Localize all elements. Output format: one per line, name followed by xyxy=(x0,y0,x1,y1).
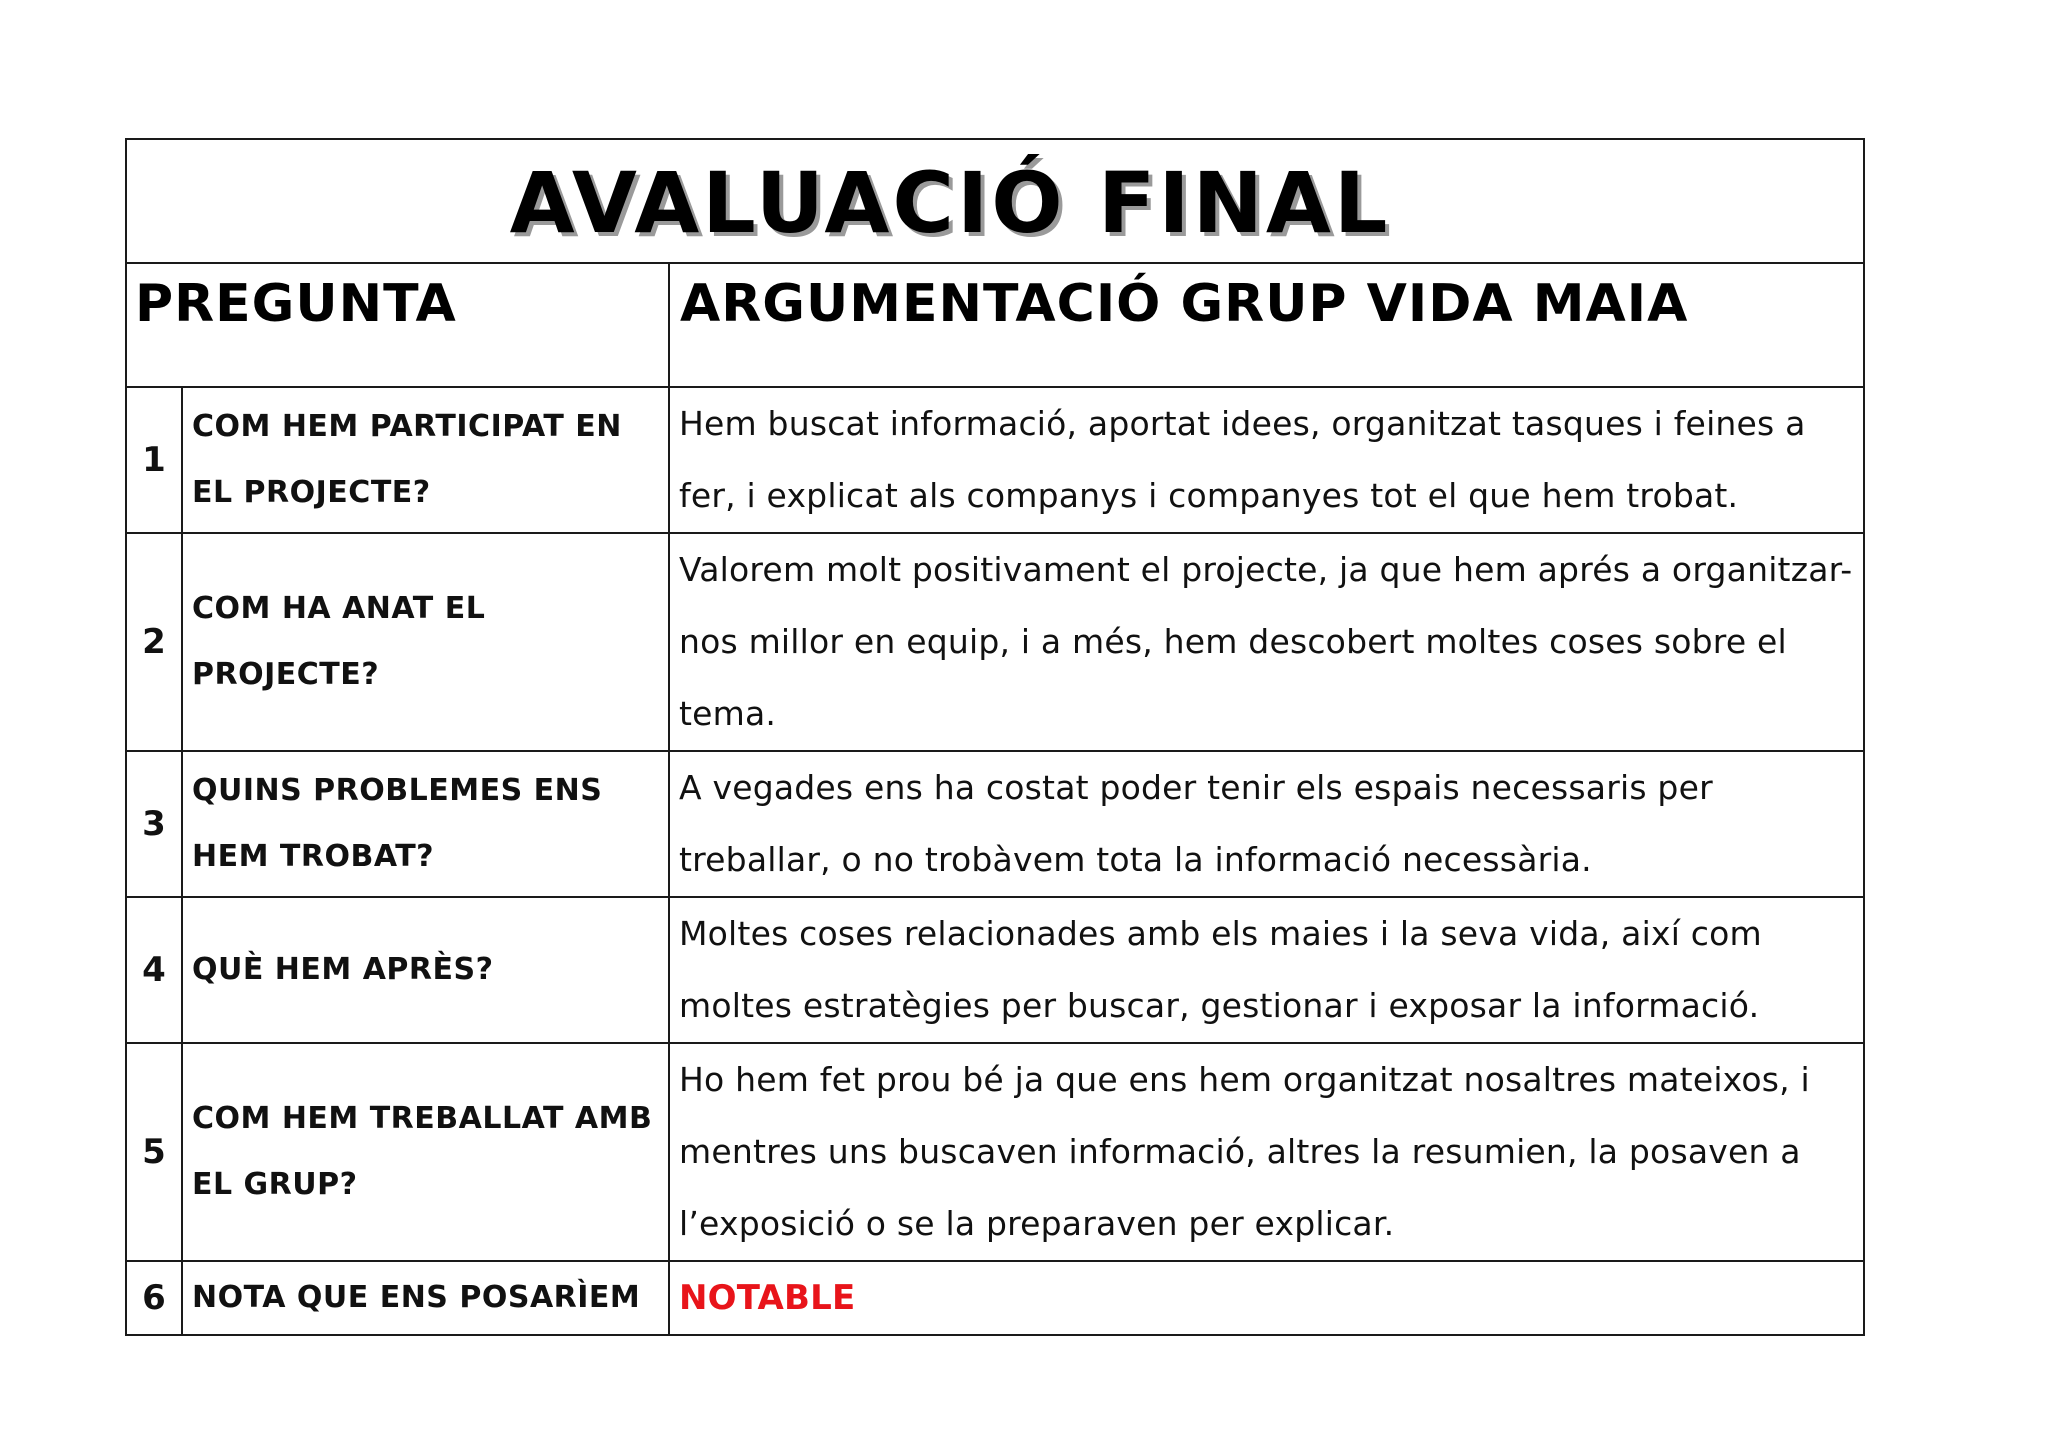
row-number: 6 xyxy=(126,1261,182,1335)
question-cell: NOTA QUE ENS POSARÌEM xyxy=(182,1261,669,1335)
question-cell: QUINS PROBLEMES ENS HEM TROBAT? xyxy=(182,751,669,897)
table-row xyxy=(126,533,1864,751)
title-cell xyxy=(126,139,1864,263)
row-number: 3 xyxy=(126,751,182,897)
table-row xyxy=(126,387,1864,533)
question-cell: COM HEM TREBALLAT AMB EL GRUP? xyxy=(182,1043,669,1261)
table-row xyxy=(126,897,1864,1043)
question-cell: COM HEM PARTICIPAT EN EL PROJECTE? xyxy=(182,387,669,533)
grade-cell xyxy=(669,1261,1864,1335)
header-row xyxy=(126,263,1864,387)
answer-cell: Ho hem fet prou bé ja que ens hem organitzat nosaltres mateixos, i mentres uns buscaven informació, altres la resumien, la posaven a l’exposició o se la preparaven per explicar. xyxy=(669,1043,1864,1261)
answer-cell: Valorem molt positivament el projecte, ja que hem aprés a organitzar-nos millor en equip, i a més, hem descobert moltes coses sobre el tema. xyxy=(669,533,1864,751)
row-number: 5 xyxy=(126,1043,182,1261)
evaluation-table xyxy=(125,138,1865,1336)
header-answer: ARGUMENTACIÓ GRUP VIDA MAIA xyxy=(669,263,1864,387)
table-row xyxy=(126,1043,1864,1261)
row-number: 4 xyxy=(126,897,182,1043)
title-row xyxy=(126,139,1864,263)
row-number: 2 xyxy=(126,533,182,751)
question-cell: QUÈ HEM APRÈS? xyxy=(182,897,669,1043)
answer-cell: Hem buscat informació, aportat idees, organitzat tasques i feines a fer, i explicat als companys i companyes tot el que hem trobat. xyxy=(669,387,1864,533)
row-number: 1 xyxy=(126,387,182,533)
header-question: PREGUNTA xyxy=(126,263,669,387)
document-title: AVALUACIÓ FINAL xyxy=(509,154,1391,252)
table-row xyxy=(126,751,1864,897)
answer-cell: Moltes coses relacionades amb els maies i la seva vida, així com moltes estratègies per buscar, gestionar i exposar la informació. xyxy=(669,897,1864,1043)
answer-cell: A vegades ens ha costat poder tenir els espais necessaris per treballar, o no trobàvem tota la informació necessària. xyxy=(669,751,1864,897)
question-cell: COM HA ANAT EL PROJECTE? xyxy=(182,533,669,751)
grade-value: NOTABLE xyxy=(679,1278,856,1318)
table-row xyxy=(126,1261,1864,1335)
